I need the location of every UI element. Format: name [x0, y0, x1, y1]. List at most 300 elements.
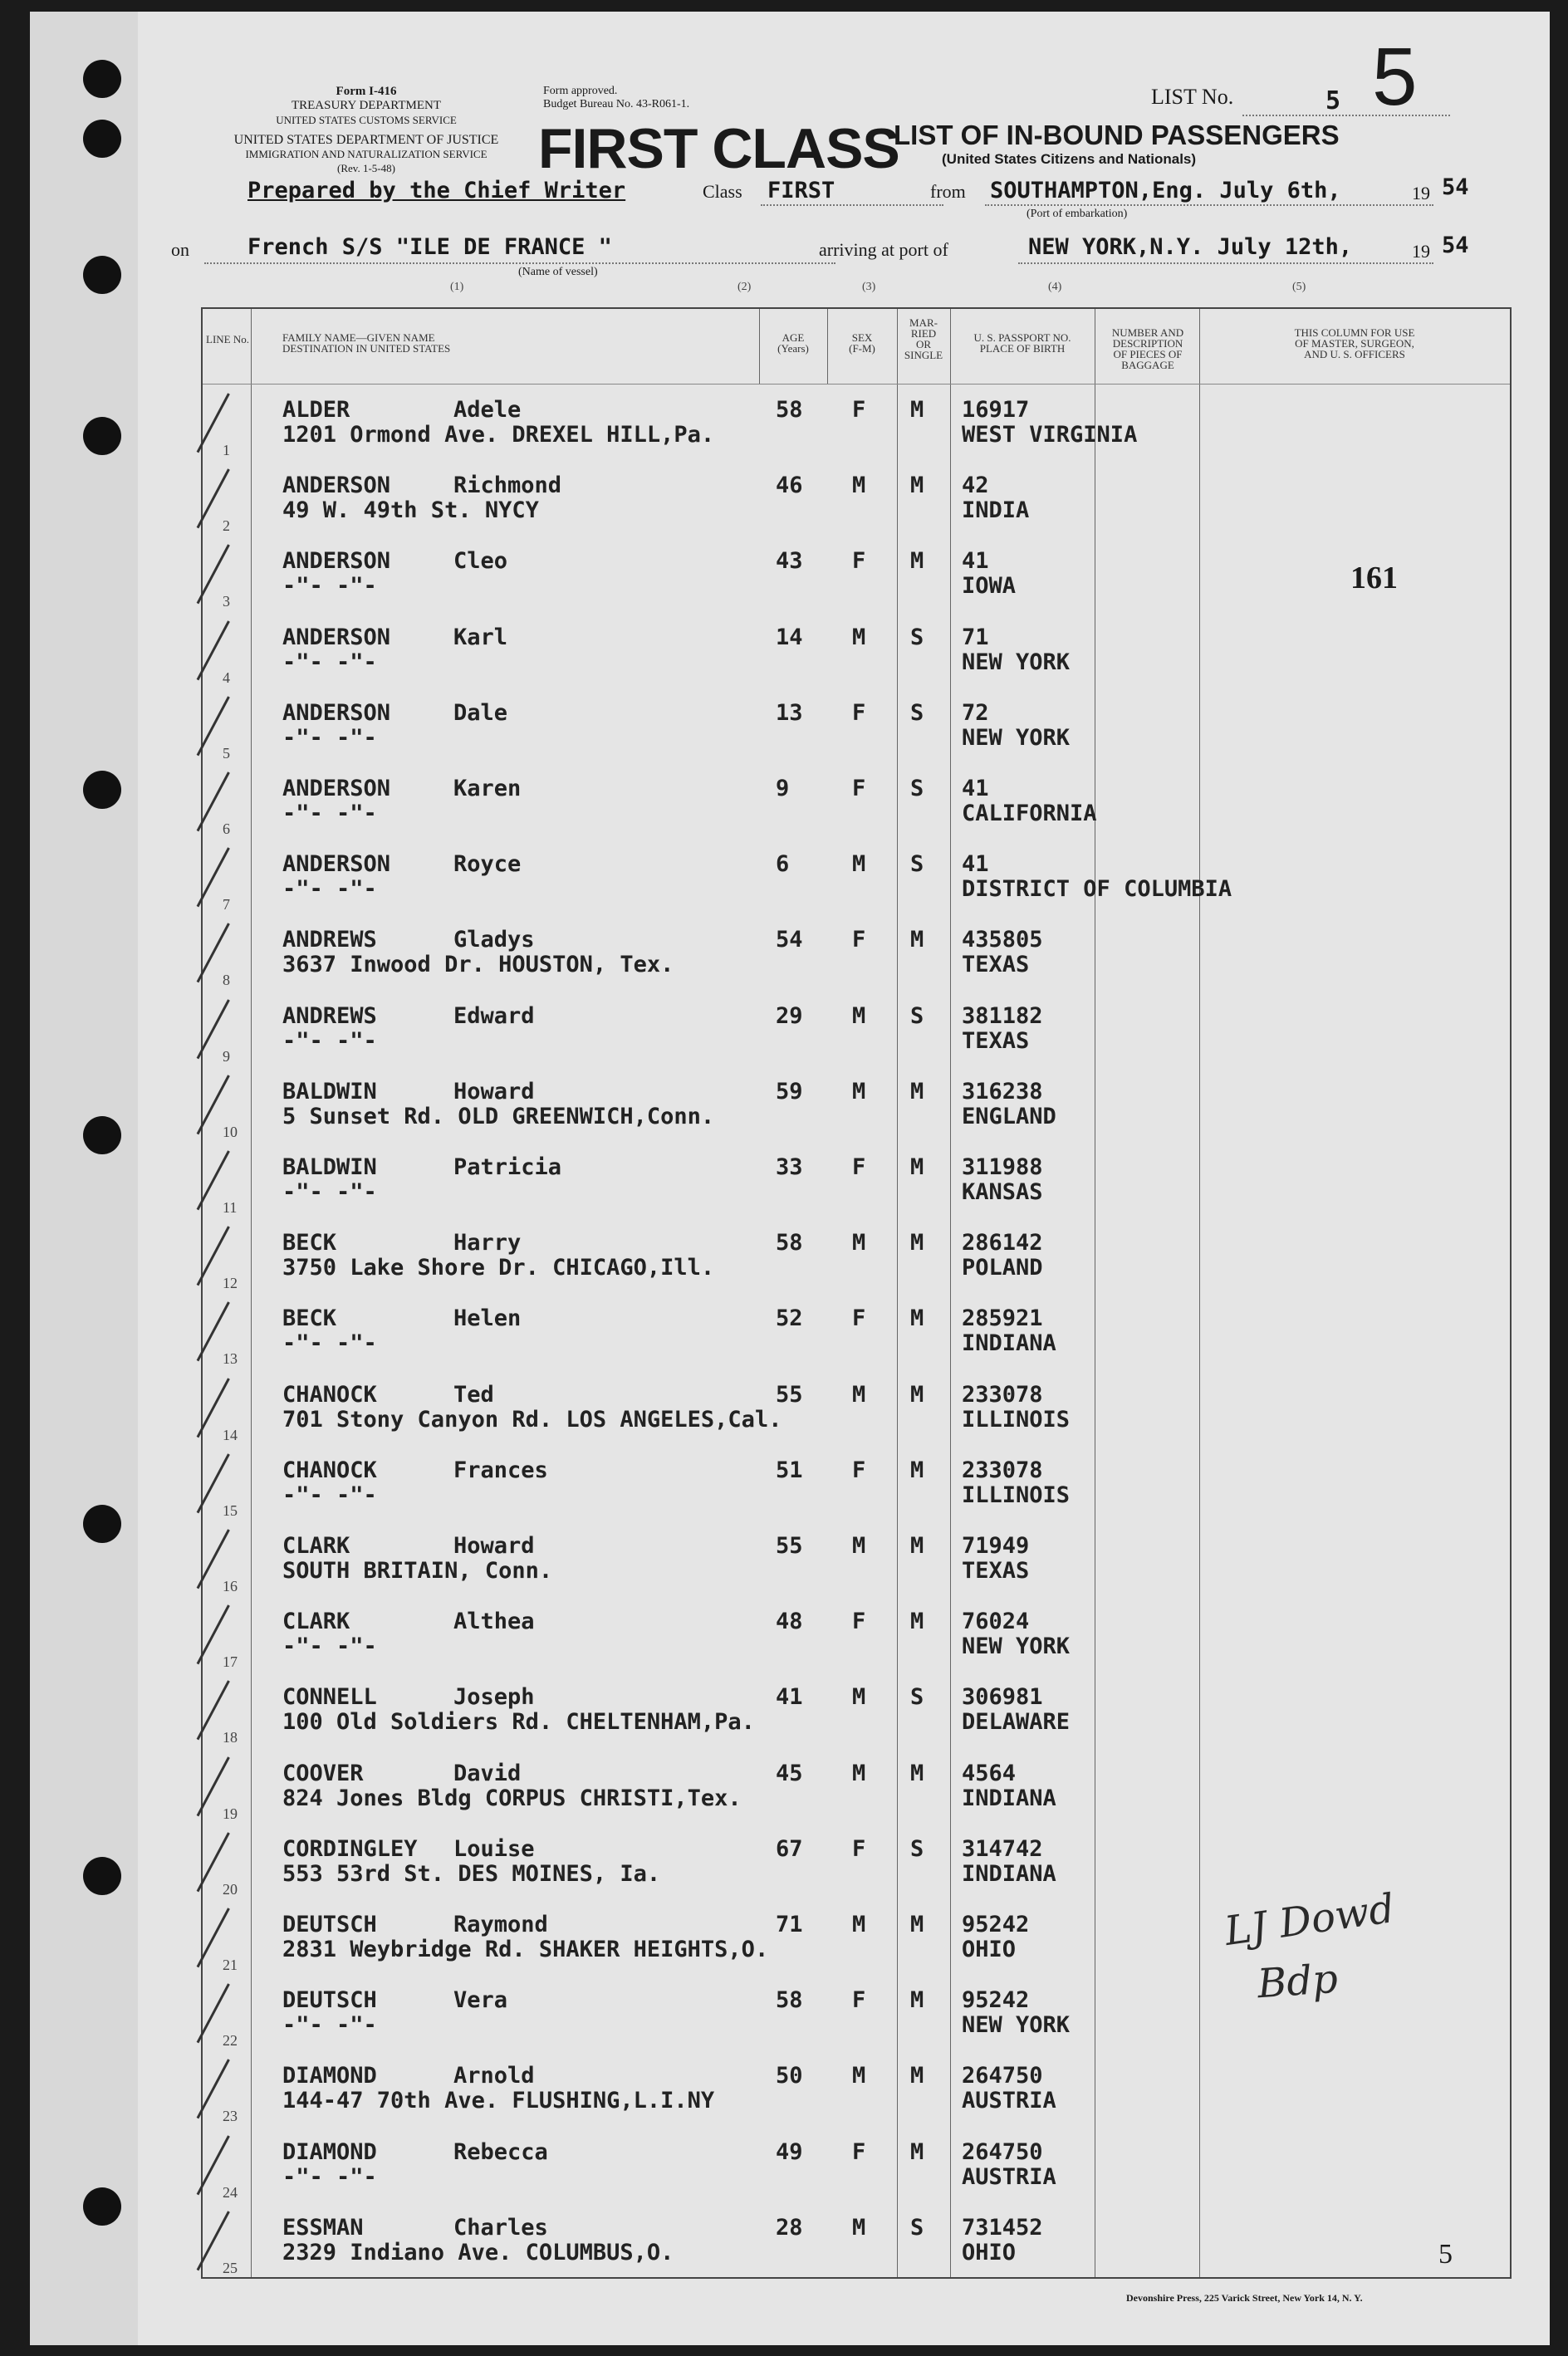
passenger-given-name: Karl: [453, 624, 508, 650]
passenger-given-name: Royce: [453, 851, 522, 878]
row-line-number: 23: [223, 2108, 238, 2125]
passenger-age: 33: [776, 1154, 803, 1180]
passenger-given-name: Karen: [453, 776, 522, 801]
table-row: [203, 615, 1510, 691]
passenger-family-name: BECK: [282, 1230, 337, 1256]
binder-hole: [83, 256, 121, 294]
passenger-family-name: ANDERSON: [282, 776, 391, 801]
passenger-age: 67: [776, 1835, 803, 1862]
passenger-age: 45: [776, 1760, 803, 1786]
budget-bureau: Budget Bureau No. 43-R061-1.: [543, 98, 690, 110]
passenger-birthplace: OHIO: [962, 2239, 1017, 2265]
col-name-header: FAMILY NAME—GIVEN NAME DESTINATION IN UNITED STATES: [282, 331, 451, 355]
embark-year: 54: [1442, 174, 1469, 200]
binder-hole: [83, 120, 121, 158]
arrival-underline: [1018, 262, 1433, 264]
passenger-passport-no: 76024: [962, 1609, 1030, 1635]
from-label: from: [930, 181, 966, 202]
passenger-destination: -"- -"-: [282, 1179, 377, 1205]
row-line-number: 19: [223, 1805, 238, 1822]
passenger-birthplace: ENGLAND: [962, 1103, 1056, 1129]
row-line-number: 3: [223, 593, 230, 610]
class-value: FIRST: [767, 178, 835, 203]
passenger-sex: M: [852, 1533, 866, 1559]
passenger-family-name: ANDERSON: [282, 548, 391, 575]
passenger-passport-no: 233078: [962, 1457, 1043, 1483]
passenger-family-name: BALDWIN: [282, 1154, 377, 1180]
passenger-passport-no: 285921: [962, 1305, 1043, 1332]
passenger-age: 48: [776, 1609, 803, 1635]
passenger-given-name: Patricia: [453, 1154, 562, 1180]
passenger-marital-status: S: [910, 624, 924, 650]
table-row: [203, 1069, 1510, 1145]
printer-footer: Devonshire Press, 225 Varick Street, New York 14, N. Y.: [1126, 2292, 1363, 2304]
passenger-given-name: Howard: [453, 1078, 535, 1105]
passenger-birthplace: CALIFORNIA: [962, 801, 1097, 826]
table-row: [203, 993, 1510, 1070]
colnum-4: (4): [1048, 281, 1062, 293]
passenger-family-name: ALDER: [282, 397, 350, 423]
dept-immigration: IMMIGRATION AND NATURALIZATION SERVICE: [245, 148, 488, 160]
passenger-sex: M: [852, 851, 866, 878]
passenger-birthplace: TEXAS: [962, 1558, 1030, 1584]
passenger-given-name: Ted: [453, 1381, 494, 1408]
row-line-number: 10: [223, 1123, 238, 1140]
from-underline: [985, 204, 1433, 206]
class-label: Class: [703, 181, 742, 202]
passenger-age: 49: [776, 2138, 803, 2165]
passenger-passport-no: 311988: [962, 1154, 1043, 1180]
passenger-birthplace: DELAWARE: [962, 1709, 1071, 1736]
passenger-passport-no: 264750: [962, 2063, 1043, 2089]
passenger-destination: -"- -"-: [282, 801, 377, 826]
binder-hole: [83, 1505, 121, 1543]
passenger-given-name: Charles: [453, 2214, 548, 2241]
table-row: [203, 2205, 1510, 2281]
row-line-number: 15: [223, 1501, 238, 1519]
passenger-age: 52: [776, 1305, 803, 1332]
passenger-marital-status: M: [910, 1987, 924, 2014]
passenger-birthplace: POLAND: [962, 1255, 1043, 1281]
passenger-family-name: ANDERSON: [282, 699, 391, 726]
passenger-passport-no: 42: [962, 473, 989, 499]
row-line-number: 7: [223, 896, 230, 914]
passenger-sex: F: [852, 2138, 866, 2165]
binder-hole: [83, 417, 121, 455]
prepared-by: Prepared by the Chief Writer: [247, 178, 626, 203]
passenger-marital-status: M: [910, 2063, 924, 2089]
passenger-family-name: CLARK: [282, 1609, 350, 1635]
col-passport-header: U. S. PASSPORT NO. PLACE OF BIRTH: [973, 331, 1071, 355]
passenger-sex: M: [852, 1381, 866, 1408]
passenger-passport-no: 233078: [962, 1381, 1043, 1408]
dept-justice: UNITED STATES DEPARTMENT OF JUSTICE: [233, 133, 499, 147]
passenger-given-name: Louise: [453, 1835, 535, 1862]
passenger-age: 28: [776, 2214, 803, 2241]
passenger-destination: -"- -"-: [282, 1027, 377, 1054]
passenger-given-name: Edward: [453, 1002, 535, 1029]
passenger-destination: -"- -"-: [282, 724, 377, 751]
passenger-sex: M: [852, 1760, 866, 1786]
passenger-age: 71: [776, 1912, 803, 1937]
passenger-given-name: Vera: [453, 1987, 508, 2014]
row-line-number: 11: [223, 1199, 238, 1216]
passenger-birthplace: INDIANA: [962, 1860, 1056, 1887]
list-number-label: LIST No.: [1151, 85, 1234, 109]
passenger-family-name: BECK: [282, 1305, 337, 1332]
passenger-family-name: DIAMOND: [282, 2063, 377, 2089]
port-embark-note: (Port of embarkation): [1027, 208, 1128, 220]
passenger-given-name: Adele: [453, 397, 522, 423]
passenger-birthplace: KANSAS: [962, 1179, 1043, 1205]
form-approval: [543, 85, 689, 111]
row-line-number: 6: [223, 820, 230, 837]
list-number-handwritten: 5: [1325, 86, 1341, 115]
passenger-sex: M: [852, 1684, 866, 1711]
passenger-sex: F: [852, 548, 866, 575]
passenger-destination: -"- -"-: [282, 876, 377, 903]
header-divider: [203, 384, 1510, 385]
arrival-port: NEW YORK,N.Y. July 12th,: [1028, 234, 1353, 260]
passenger-age: 6: [776, 851, 790, 878]
dept-treasury: TREASURY DEPARTMENT: [291, 99, 442, 112]
passenger-destination: -"- -"-: [282, 1330, 377, 1357]
passenger-destination: 2329 Indiano Ave. COLUMBUS,O.: [282, 2239, 674, 2265]
passenger-marital-status: S: [910, 776, 924, 801]
passenger-destination: 5 Sunset Rd. OLD GREENWICH,Conn.: [282, 1103, 715, 1129]
row-line-number: 25: [223, 2259, 238, 2276]
class-underline: [761, 204, 943, 206]
passenger-family-name: CORDINGLEY: [282, 1835, 418, 1862]
passenger-destination: 3637 Inwood Dr. HOUSTON, Tex.: [282, 952, 674, 978]
row-line-number: 12: [223, 1275, 238, 1292]
table-row: [203, 1296, 1510, 1372]
passenger-family-name: BALDWIN: [282, 1078, 377, 1105]
passenger-age: 43: [776, 548, 803, 575]
passenger-marital-status: M: [910, 397, 924, 423]
passenger-birthplace: NEW YORK: [962, 2012, 1071, 2039]
passenger-sex: F: [852, 927, 866, 953]
passenger-given-name: Cleo: [453, 548, 508, 575]
passenger-destination: 1201 Ormond Ave. DREXEL HILL,Pa.: [282, 422, 715, 448]
table-row: [203, 387, 1510, 463]
row-line-number: 13: [223, 1350, 238, 1368]
passenger-marital-status: M: [910, 473, 924, 499]
passenger-destination: 100 Old Soldiers Rd. CHELTENHAM,Pa.: [282, 1709, 755, 1736]
passenger-marital-status: M: [910, 1912, 924, 1937]
passenger-destination: 49 W. 49th St. NYCY: [282, 497, 539, 524]
colnum-3: (3): [862, 281, 876, 293]
list-title: LIST OF IN-BOUND PASSENGERS: [894, 120, 1340, 150]
passenger-sex: F: [852, 1154, 866, 1180]
row-line-number: 2: [223, 517, 230, 535]
passenger-marital-status: M: [910, 1230, 924, 1256]
passenger-passport-no: 95242: [962, 1912, 1030, 1937]
passenger-sex: M: [852, 473, 866, 499]
passenger-age: 9: [776, 776, 790, 801]
passenger-passport-no: 71949: [962, 1533, 1030, 1559]
passenger-age: 46: [776, 473, 803, 499]
passenger-marital-status: M: [910, 2138, 924, 2165]
passenger-destination: 144-47 70th Ave. FLUSHING,L.I.NY: [282, 2088, 715, 2114]
row-line-number: 8: [223, 972, 230, 989]
passenger-sex: F: [852, 1835, 866, 1862]
passenger-birthplace: ILLINOIS: [962, 1406, 1071, 1433]
passenger-passport-no: 71: [962, 624, 989, 650]
on-label: on: [171, 239, 189, 260]
list-subtitle: (United States Citizens and Nationals): [942, 151, 1197, 167]
binder-hole: [83, 1857, 121, 1895]
passenger-given-name: Gladys: [453, 927, 535, 953]
form-revision: (Rev. 1-5-48): [337, 162, 395, 174]
passenger-destination: -"- -"-: [282, 2012, 377, 2039]
row-line-number: 17: [223, 1653, 238, 1671]
passenger-family-name: CHANOCK: [282, 1457, 377, 1483]
arrival-year: 54: [1442, 233, 1469, 258]
class-title: FIRST CLASS: [538, 117, 899, 180]
passenger-age: 55: [776, 1381, 803, 1408]
passenger-destination: -"- -"-: [282, 1634, 377, 1660]
col-divider: [759, 309, 760, 384]
vessel-name: French S/S "ILE DE FRANCE ": [247, 234, 612, 260]
passenger-sex: F: [852, 699, 866, 726]
passenger-passport-no: 381182: [962, 1002, 1043, 1029]
binder-hole: [83, 2187, 121, 2226]
passenger-family-name: DEUTSCH: [282, 1912, 377, 1937]
passenger-marital-status: S: [910, 2214, 924, 2241]
passenger-sex: F: [852, 1457, 866, 1483]
passenger-marital-status: M: [910, 1381, 924, 1408]
passenger-destination: 553 53rd St. DES MOINES, Ia.: [282, 1860, 661, 1887]
passenger-destination: 2831 Weybridge Rd. SHAKER HEIGHTS,O.: [282, 1937, 769, 1962]
passenger-destination: 701 Stony Canyon Rd. LOS ANGELES,Cal.: [282, 1406, 782, 1433]
list-number-underline: [1242, 115, 1450, 116]
passenger-family-name: CLARK: [282, 1533, 350, 1559]
officer-stamp: 161: [1350, 561, 1398, 595]
passenger-age: 50: [776, 2063, 803, 2089]
passenger-table: [201, 307, 1512, 2279]
passenger-family-name: ANDERSON: [282, 624, 391, 650]
table-row: [203, 766, 1510, 842]
passenger-passport-no: 286142: [962, 1230, 1043, 1256]
binder-hole: [83, 1116, 121, 1154]
passenger-given-name: Harry: [453, 1230, 522, 1256]
passenger-given-name: Howard: [453, 1533, 535, 1559]
form-header-left: [229, 85, 503, 127]
passenger-passport-no: 306981: [962, 1684, 1043, 1711]
passenger-given-name: David: [453, 1760, 522, 1786]
passenger-sex: F: [852, 1609, 866, 1635]
col-sex-header: SEX (F-M): [849, 331, 875, 355]
passenger-sex: M: [852, 624, 866, 650]
passenger-birthplace: IOWA: [962, 573, 1017, 600]
form-approved: Form approved.: [543, 85, 618, 97]
passenger-birthplace: INDIANA: [962, 1330, 1056, 1357]
form-number: Form I-416: [336, 85, 397, 98]
table-row: [203, 1674, 1510, 1751]
passenger-passport-no: 264750: [962, 2138, 1043, 2165]
passenger-marital-status: M: [910, 1078, 924, 1105]
dept-customs: UNITED STATES CUSTOMS SERVICE: [276, 114, 457, 126]
passenger-birthplace: INDIA: [962, 497, 1030, 524]
passenger-passport-no: 41: [962, 548, 989, 575]
passenger-age: 58: [776, 1230, 803, 1256]
table-row: [203, 1523, 1510, 1599]
passenger-passport-no: 41: [962, 851, 989, 878]
passenger-family-name: ANDERSON: [282, 473, 391, 499]
passenger-given-name: Dale: [453, 699, 508, 726]
passenger-age: 58: [776, 397, 803, 423]
passenger-birthplace: ILLINOIS: [962, 1482, 1071, 1508]
passenger-destination: -"- -"-: [282, 1482, 377, 1508]
passenger-family-name: DIAMOND: [282, 2138, 377, 2165]
passenger-age: 29: [776, 1002, 803, 1029]
passenger-marital-status: M: [910, 927, 924, 953]
passenger-birthplace: NEW YORK: [962, 649, 1071, 675]
passenger-destination: -"- -"-: [282, 573, 377, 600]
passenger-passport-no: 72: [962, 699, 989, 726]
passenger-sex: M: [852, 2063, 866, 2089]
vessel-underline: [204, 262, 835, 264]
passenger-family-name: CHANOCK: [282, 1381, 377, 1408]
passenger-given-name: Raymond: [453, 1912, 548, 1937]
passenger-given-name: Frances: [453, 1457, 548, 1483]
row-line-number: 9: [223, 1047, 230, 1065]
passenger-age: 14: [776, 624, 803, 650]
passenger-marital-status: M: [910, 1533, 924, 1559]
table-row: [203, 1144, 1510, 1221]
passenger-birthplace: DISTRICT OF COLUMBIA: [962, 876, 1232, 903]
table-row: [203, 1372, 1510, 1448]
row-line-number: 5: [223, 744, 230, 762]
row-line-number: 14: [223, 1426, 238, 1443]
passenger-given-name: Althea: [453, 1609, 535, 1635]
passenger-birthplace: NEW YORK: [962, 1634, 1071, 1660]
passenger-birthplace: INDIANA: [962, 1785, 1056, 1811]
passenger-birthplace: TEXAS: [962, 952, 1030, 978]
passenger-marital-status: M: [910, 1609, 924, 1635]
officer-signature-2: Bdp: [1256, 1955, 1340, 2008]
passenger-age: 13: [776, 699, 803, 726]
col-married-header: MAR- RIED OR SINGLE: [904, 316, 943, 361]
passenger-given-name: Rebecca: [453, 2138, 548, 2165]
passenger-passport-no: 41: [962, 776, 989, 801]
table-row: [203, 1220, 1510, 1296]
col-baggage-header: NUMBER AND DESCRIPTION OF PIECES OF BAGGAGE: [1111, 326, 1184, 371]
passenger-birthplace: WEST VIRGINIA: [962, 422, 1138, 448]
passenger-birthplace: AUSTRIA: [962, 2163, 1056, 2190]
passenger-birthplace: OHIO: [962, 1937, 1017, 1962]
passenger-birthplace: TEXAS: [962, 1027, 1030, 1054]
passenger-destination: -"- -"-: [282, 649, 377, 675]
passenger-sex: F: [852, 1305, 866, 1332]
passenger-family-name: ANDERSON: [282, 851, 391, 878]
passenger-marital-status: M: [910, 1154, 924, 1180]
form-header-justice: [171, 133, 561, 175]
passenger-sex: M: [852, 1912, 866, 1937]
passenger-family-name: ANDREWS: [282, 1002, 377, 1029]
passenger-passport-no: 314742: [962, 1835, 1043, 1862]
list-number-stamp: 5: [1372, 31, 1418, 122]
passenger-marital-status: M: [910, 1760, 924, 1786]
binder-hole: [83, 771, 121, 809]
passenger-age: 58: [776, 1987, 803, 2014]
passenger-destination: SOUTH BRITAIN, Conn.: [282, 1558, 553, 1584]
passenger-marital-status: S: [910, 1684, 924, 1711]
passenger-family-name: CONNELL: [282, 1684, 377, 1711]
passenger-sex: M: [852, 1002, 866, 1029]
table-row: [203, 1826, 1510, 1903]
passenger-given-name: Richmond: [453, 473, 562, 499]
passenger-passport-no: 731452: [962, 2214, 1043, 2241]
passenger-marital-status: M: [910, 1457, 924, 1483]
vessel-note: (Name of vessel): [518, 266, 598, 278]
document-sheet: [30, 12, 1550, 2345]
row-line-number: 1: [223, 442, 230, 458]
colnum-5: (5): [1292, 281, 1306, 293]
passenger-marital-status: S: [910, 699, 924, 726]
corner-mark: 5: [1438, 2239, 1453, 2270]
passenger-sex: M: [852, 1078, 866, 1105]
passenger-age: 59: [776, 1078, 803, 1105]
passenger-family-name: ANDREWS: [282, 927, 377, 953]
from-value: SOUTHAMPTON,Eng. July 6th,: [990, 178, 1341, 203]
table-row: [203, 1751, 1510, 1827]
passenger-destination: -"- -"-: [282, 2163, 377, 2190]
table-row: [203, 1447, 1510, 1524]
table-row: [203, 538, 1510, 615]
passenger-marital-status: M: [910, 1305, 924, 1332]
passenger-family-name: COOVER: [282, 1760, 364, 1786]
passenger-passport-no: 316238: [962, 1078, 1043, 1105]
col-officers-header: THIS COLUMN FOR USE OF MASTER, SURGEON, AND U. S. OFFICERS: [1294, 326, 1415, 360]
passenger-family-name: ESSMAN: [282, 2214, 364, 2241]
col-age-header: AGE (Years): [777, 331, 809, 355]
passenger-destination: 824 Jones Bldg CORPUS CHRISTI,Tex.: [282, 1785, 742, 1811]
passenger-given-name: Helen: [453, 1305, 522, 1332]
row-line-number: 4: [223, 669, 230, 686]
passenger-passport-no: 16917: [962, 397, 1030, 423]
passenger-passport-no: 95242: [962, 1987, 1030, 2014]
table-row: [203, 1599, 1510, 1675]
row-line-number: 20: [223, 1880, 238, 1898]
year-prefix: 19: [1412, 183, 1430, 203]
colnum-1: (1): [450, 281, 464, 293]
row-line-number: 22: [223, 2032, 238, 2050]
passenger-marital-status: S: [910, 1835, 924, 1862]
passenger-sex: M: [852, 1230, 866, 1256]
passenger-sex: F: [852, 397, 866, 423]
passenger-passport-no: 435805: [962, 927, 1043, 953]
passenger-sex: F: [852, 1987, 866, 2014]
arriving-label: arriving at port of: [819, 239, 948, 260]
passenger-destination: 3750 Lake Shore Dr. CHICAGO,Ill.: [282, 1255, 715, 1281]
binder-hole: [83, 60, 121, 98]
row-line-number: 18: [223, 1729, 238, 1746]
passenger-sex: F: [852, 776, 866, 801]
passenger-age: 54: [776, 927, 803, 953]
table-row: [203, 917, 1510, 993]
passenger-given-name: Arnold: [453, 2063, 535, 2089]
passenger-marital-status: S: [910, 1002, 924, 1029]
table-row: [203, 2053, 1510, 2129]
passenger-birthplace: AUSTRIA: [962, 2088, 1056, 2114]
passenger-age: 51: [776, 1457, 803, 1483]
col-divider: [827, 309, 828, 384]
table-row: [203, 690, 1510, 767]
passenger-birthplace: NEW YORK: [962, 724, 1071, 751]
table-row: [203, 841, 1510, 918]
